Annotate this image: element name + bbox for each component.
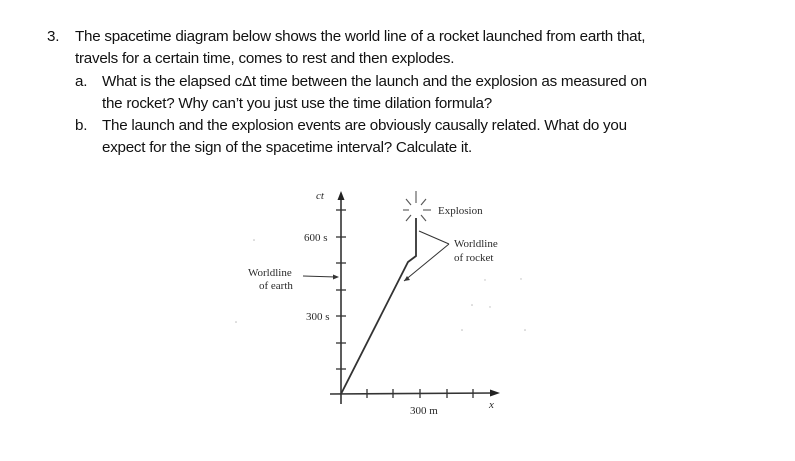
ct-axis-label: ct (316, 190, 324, 202)
ct-axis-arrow-icon (338, 191, 345, 200)
earth-label-pointer (303, 276, 336, 277)
rocket-label-line2: of rocket (454, 252, 494, 264)
x-tick-label-300: 300 m (410, 405, 438, 417)
part-b-line2: expect for the sign of the spacetime interval? Calculate it. (102, 139, 472, 156)
part-b-marker: b. (75, 117, 88, 134)
ct-tick-label-300: 300 s (306, 311, 330, 323)
part-a-line1: What is the elapsed cΔt time between the launch and the explosion as measured on (102, 73, 647, 90)
ct-tick-label-600: 600 s (304, 232, 328, 244)
earth-label-line1: Worldline (248, 267, 292, 279)
explosion-label: Explosion (438, 205, 483, 217)
earth-pointer-arrowhead-icon (333, 275, 339, 280)
x-axis-label: x (489, 399, 494, 411)
x-axis-arrow-icon (490, 390, 500, 397)
rocket-label-line1: Worldline (454, 238, 498, 250)
question-stem-line1: The spacetime diagram below shows the world line of a rocket launched from earth that, (75, 28, 646, 45)
earth-label-line2: of earth (259, 280, 293, 292)
explosion-burst-icon (403, 191, 431, 221)
rocket-label-pointers (404, 231, 449, 281)
part-b-line1: The launch and the explosion events are obviously causally related. What do you (102, 117, 627, 134)
question-number: 3. (47, 28, 60, 45)
rocket-worldline (341, 218, 416, 394)
part-a-marker: a. (75, 73, 88, 90)
x-axis (330, 393, 494, 394)
question-stem-line2: travels for a certain time, comes to rest and then explodes. (75, 50, 455, 67)
part-a-line2: the rocket? Why can’t you just use the time dilation formula? (102, 95, 492, 112)
